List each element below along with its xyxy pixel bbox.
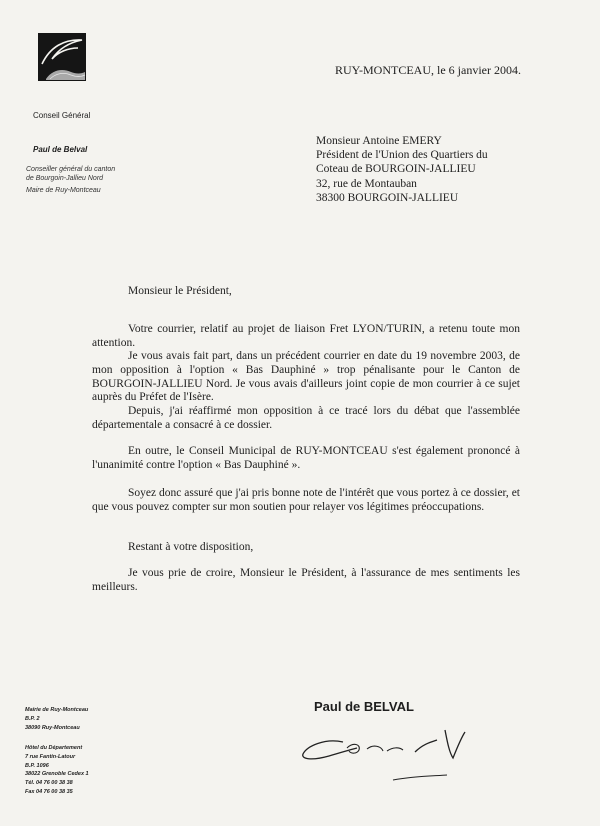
footer-line: 38090 Ruy-Montceau bbox=[25, 724, 80, 731]
recipient-line: Coteau de BOURGOIN-JALLIEU bbox=[316, 163, 476, 176]
footer-hotel bbox=[25, 744, 89, 797]
salutation: Monsieur le Président, bbox=[128, 285, 232, 297]
footer-line: Mairie de Ruy-Montceau bbox=[25, 707, 89, 713]
conseil-general-logo bbox=[38, 33, 86, 81]
sender-title-line: de Bourgoin-Jallieu Nord bbox=[26, 175, 104, 182]
organization-name: Conseil Général bbox=[33, 111, 91, 120]
footer-line: B.P. 1096 bbox=[25, 762, 49, 769]
date-line: RUY-MONTCEAU, le 6 janvier 2004. bbox=[335, 63, 521, 77]
sender-name: Paul de Belval bbox=[33, 145, 88, 154]
recipient-address bbox=[316, 134, 488, 205]
footer-line: B.P. 2 bbox=[25, 715, 40, 722]
sender-title-line: Conseiller général du canton bbox=[26, 166, 116, 173]
footer-mairie bbox=[25, 706, 88, 732]
footer-line: 7 rue Fantin-Latour bbox=[25, 753, 76, 760]
footer-line: Hôtel du Département bbox=[25, 745, 83, 751]
recipient-line: 32, rue de Montauban bbox=[316, 177, 417, 190]
paragraph: Depuis, j'ai réaffirmé mon opposition à ce tracé lors du débat que l'assemblée départementale a consacré à ce dossier. bbox=[92, 405, 520, 431]
paragraph: Votre courrier, relatif au projet de liaison Fret LYON/TURIN, a retenu toute mon attention. bbox=[92, 323, 520, 349]
sender-title-line: Maire de Ruy-Montceau bbox=[26, 187, 101, 194]
recipient-line: 38300 BOURGOIN-JALLIEU bbox=[316, 191, 459, 204]
footer-line: 38022 Grenoble Cedex 1 bbox=[25, 771, 89, 778]
paragraph: Je vous avais fait part, dans un précédent courrier en date du 19 novembre 2003, de mon opposition à l'option « Bas Dauphiné » trop pénalisante pour le Canton de BOURGOIN-JALLIEU Nord. Je vous avais d'ailleurs joint copie de mon courrier à ce sujet auprès du Préfet de l'Isère. bbox=[92, 350, 520, 404]
paragraph: Je vous prie de croire, Monsieur le Président, à l'assurance de mes sentiments les meilleurs. bbox=[92, 567, 520, 593]
handwritten-signature bbox=[295, 718, 485, 788]
paragraph: En outre, le Conseil Municipal de RUY-MONTCEAU s'est également prononcé à l'unanimité contre l'option « Bas Dauphiné ». bbox=[92, 445, 520, 471]
footer-line: Fax 04 76 00 38 35 bbox=[25, 788, 73, 795]
recipient-line: Président de l'Union des Quartiers du bbox=[316, 149, 488, 162]
signature-name: Paul de BELVAL bbox=[314, 699, 414, 714]
paragraph: Restant à votre disposition, bbox=[128, 541, 254, 553]
footer-line: Tél. 04 76 00 38 38 bbox=[25, 780, 73, 787]
paragraph: Soyez donc assuré que j'ai pris bonne note de l'intérêt que vous portez à ce dossier, et que vous pouvez compter sur mon soutien pour relayer vos légitimes préoccupations. bbox=[92, 487, 520, 513]
recipient-line: Monsieur Antoine EMERY bbox=[316, 135, 442, 147]
